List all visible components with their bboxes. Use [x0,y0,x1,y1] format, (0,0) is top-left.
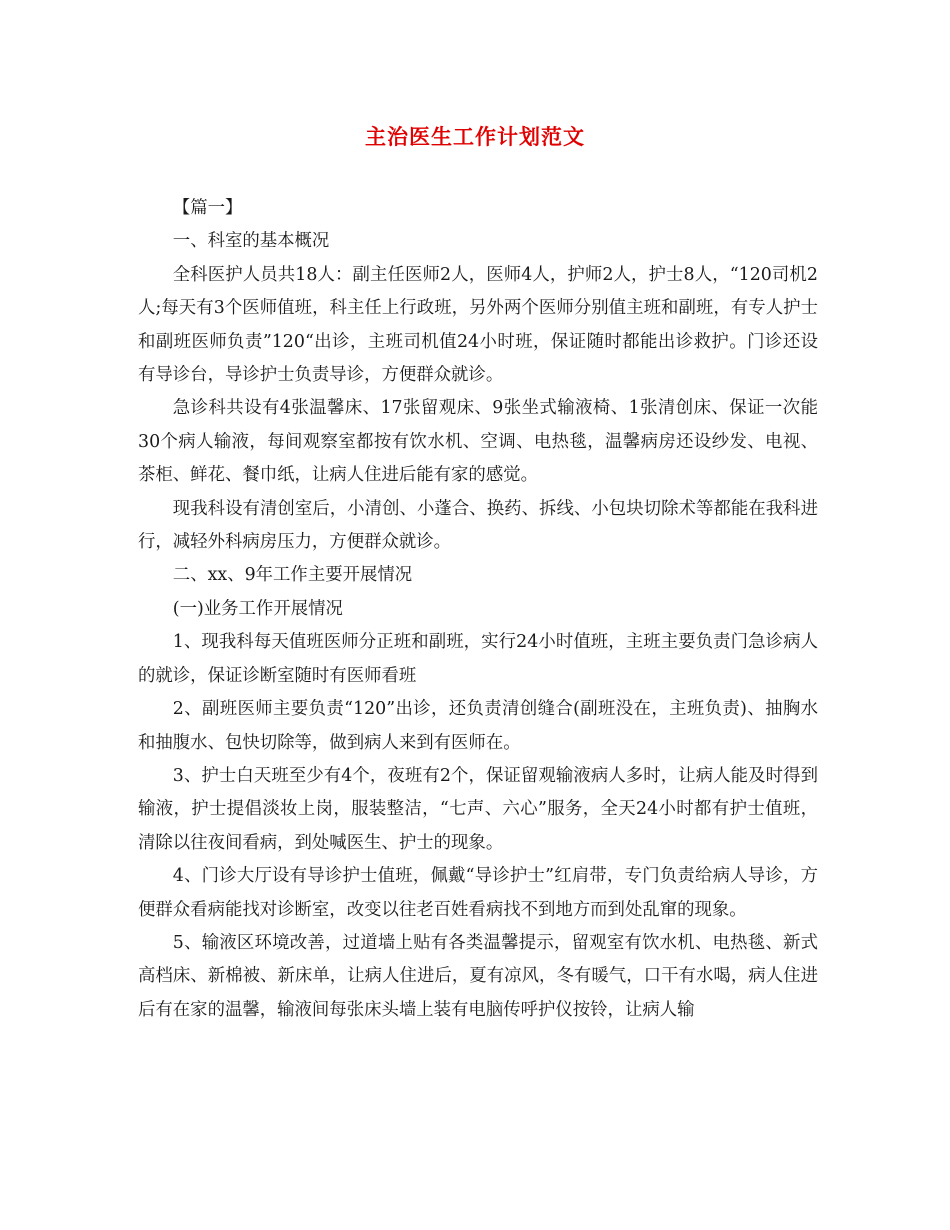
heading-department-overview: 一、科室的基本概况 [172,231,330,252]
paragraph-item-5: 5、输液区环境改善，过道墙上贴有各类温馨提示，留观室有饮水机、电热毯、新式高档床、新棉被、新床单，让病人住进后，夏有凉风，冬有暖气，口干有水喝，病人住进后有在家的温馨，输液间每张床头墙上装有电脑传呼护仪按铃，让病人输 [138,932,818,1020]
document-title: 主治医生工作计划范文 [365,124,585,149]
paragraph-item-4: 4、门诊大厅设有导诊护士值班，佩戴“导诊护士”红肩带，专门负责给病人导诊，方便群众看病能找对诊断室，改变以往老百姓看病找不到地方而到处乱窜的现象。 [138,866,818,920]
paragraph-debridement-room: 现我科设有清创室后，小清创、小蓬合、换药、拆线、小包块切除术等都能在我科进行，减轻外科病房压力，方便群众就诊。 [138,498,818,553]
paragraph-staffing: 全科医护人员共18人：副主任医师2人，医师4人，护师2人，护士8人，“120司机2人;每天有3个医师值班，科主任上行政班，另外两个医师分别值主班和副班，有专人护士和副班医师负责”120“出诊，主班司机值24小时班，保证随时都能出诊救护。门诊还设有导诊台，导诊护士负责导诊，方便群众就诊。 [138,264,818,386]
paragraph-emergency-beds: 急诊科共设有4张温馨床、17张留观床、9张坐式输液椅、1张清创床、保证一次能30个病人输液，每间观察室都按有饮水机、空调、电热毯，温馨病房还设纱发、电视、茶柜、鲜花、餐巾纸，让病人住进后能有家的感觉。 [138,398,818,486]
section-heading-part-one: 【篇一】 [172,198,243,218]
document-body [138,192,818,1027]
heading-business-work: (一)业务工作开展情况 [172,598,343,619]
paragraph-item-1: 1、现我科每天值班医师分正班和副班，实行24小时值班，主班主要负责门急诊病人的就诊，保证诊断室随时有医师看班 [138,632,818,686]
paragraph-item-2: 2、副班医师主要负责“120”出诊，还负责清创缝合(副班没在，主班负责)、抽胸水和抽腹水、包快切除等，做到病人来到有医师在。 [138,699,818,753]
heading-work-progress: 二、xx、9年工作主要开展情况 [172,565,413,586]
paragraph-item-3: 3、护士白天班至少有4个，夜班有2个，保证留观输液病人多时，让病人能及时得到输液，护士提倡淡妆上岗，服装整洁，“七声、六心”服务，全天24小时都有护士值班，清除以往夜间看病，到处喊医生、护士的现象。 [138,765,818,853]
